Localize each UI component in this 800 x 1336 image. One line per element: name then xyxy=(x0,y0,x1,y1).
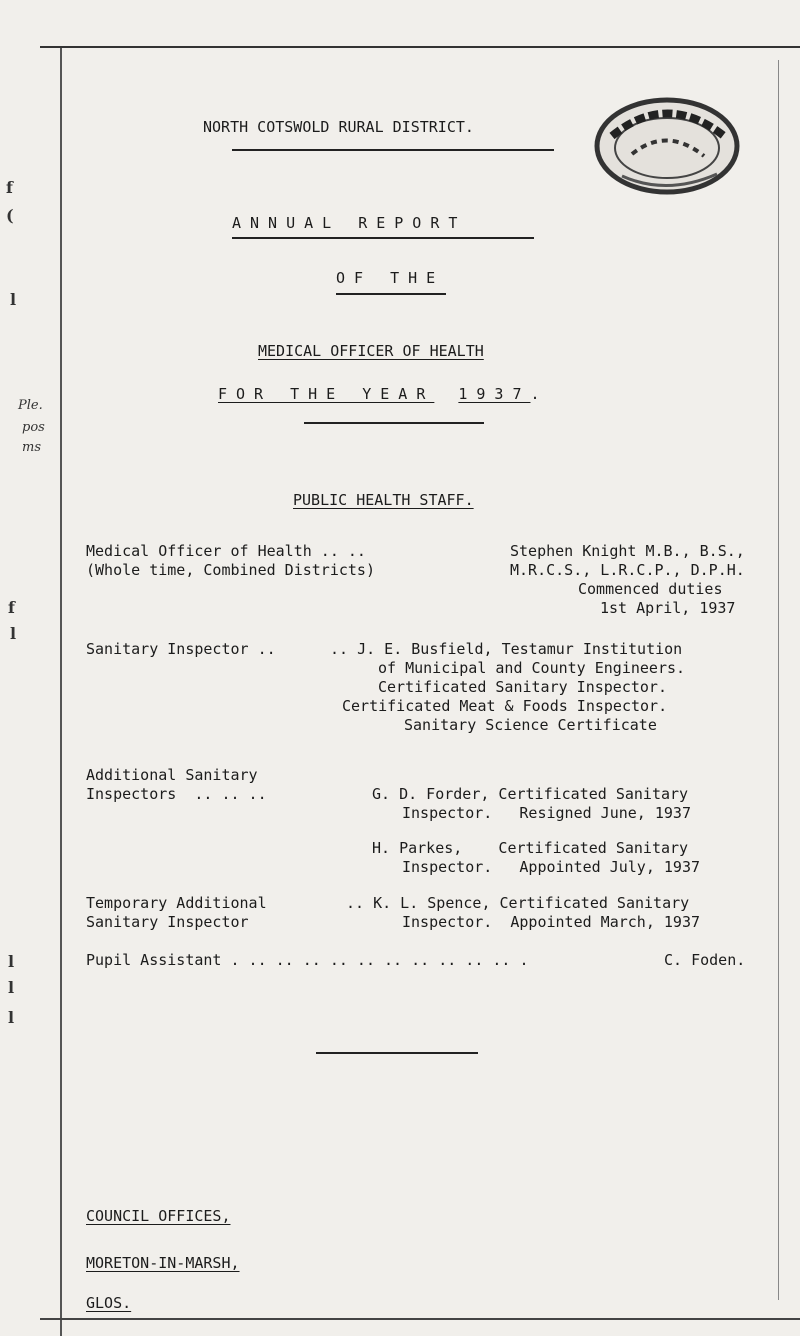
margin-note: pos xyxy=(22,420,45,435)
sanitary-qual-4: Sanitary Science Certificate xyxy=(404,716,657,734)
margin-tick: f xyxy=(6,178,13,197)
sanitary-qual-2: Certificated Sanitary Inspector. xyxy=(378,678,667,696)
temporary-role-2: Sanitary Inspector xyxy=(86,913,249,931)
margin-tick: l xyxy=(8,978,15,997)
address-line-1: COUNCIL OFFICES, xyxy=(86,1207,231,1225)
office-heading: MEDICAL OFFICER OF HEALTH xyxy=(258,342,484,360)
page-border-top xyxy=(40,46,800,48)
moh-date: 1st April, 1937 xyxy=(600,599,736,617)
additional-role: Additional Sanitary xyxy=(86,766,258,784)
margin-tick: l xyxy=(10,290,17,309)
staff-heading: PUBLIC HEALTH STAFF. xyxy=(293,491,474,509)
parkes-entry: H. Parkes, Certificated Sanitary xyxy=(372,839,689,857)
moh-role-note: (Whole time, Combined Districts) xyxy=(86,561,375,579)
district-title: NORTH COTSWOLD RURAL DISTRICT. xyxy=(203,118,474,136)
moh-role: Medical Officer of Health .. .. xyxy=(86,542,366,560)
margin-note: Ple. xyxy=(18,398,43,413)
margin-tick: l xyxy=(8,1008,15,1027)
sanitary-name: .. J. E. Busfield, Testamur Institution xyxy=(330,640,683,658)
temporary-role: Temporary Additional xyxy=(86,894,267,912)
moh-name: Stephen Knight M.B., B.S., xyxy=(510,542,745,560)
year-line xyxy=(218,385,540,404)
moh-commenced: Commenced duties xyxy=(578,580,723,598)
title-rule xyxy=(232,149,554,151)
pupil-name: C. Foden. xyxy=(664,951,746,969)
parkes-status: Inspector. Appointed July, 1937 xyxy=(402,858,701,876)
of-the-rule xyxy=(336,293,446,295)
additional-role-2: Inspectors .. .. .. xyxy=(86,785,267,803)
annual-report-rule xyxy=(232,237,534,239)
for-the-year-label: FOR THE YEAR xyxy=(218,385,435,403)
sanitary-role: Sanitary Inspector .. xyxy=(86,640,276,658)
page-border-right xyxy=(778,60,779,1300)
margin-tick: l xyxy=(8,952,15,971)
sanitary-qual-1: of Municipal and County Engineers. xyxy=(378,659,686,677)
report-year: 1937 xyxy=(458,385,531,403)
margin-tick: l xyxy=(10,624,17,643)
page-border-left xyxy=(60,48,62,1336)
year-period: . xyxy=(530,385,540,403)
year-rule xyxy=(304,422,484,424)
forder-status: Inspector. Resigned June, 1937 xyxy=(402,804,691,822)
page-border-bottom xyxy=(40,1318,800,1320)
pupil-role: Pupil Assistant . .. .. .. .. .. .. .. .. .. .. . xyxy=(86,951,529,969)
spence-entry: .. K. L. Spence, Certificated Sanitary xyxy=(346,894,690,912)
margin-tick: f xyxy=(8,598,15,617)
moh-qualifications: M.R.C.S., L.R.C.P., D.P.H. xyxy=(510,561,745,579)
district-seal-stamp-icon xyxy=(592,96,742,200)
spence-status: Inspector. Appointed March, 1937 xyxy=(402,913,701,931)
annual-report-heading: ANNUAL REPORT xyxy=(232,214,467,232)
of-the-heading: OF THE xyxy=(336,269,445,287)
address-line-3: GLOS. xyxy=(86,1294,132,1312)
margin-note: ms xyxy=(22,440,41,455)
section-rule xyxy=(316,1052,478,1054)
margin-tick: ( xyxy=(6,206,14,225)
forder-entry: G. D. Forder, Certificated Sanitary xyxy=(372,785,689,803)
address-line-2: MORETON-IN-MARSH, xyxy=(86,1254,240,1272)
sanitary-qual-3: Certificated Meat & Foods Inspector. xyxy=(342,697,668,715)
